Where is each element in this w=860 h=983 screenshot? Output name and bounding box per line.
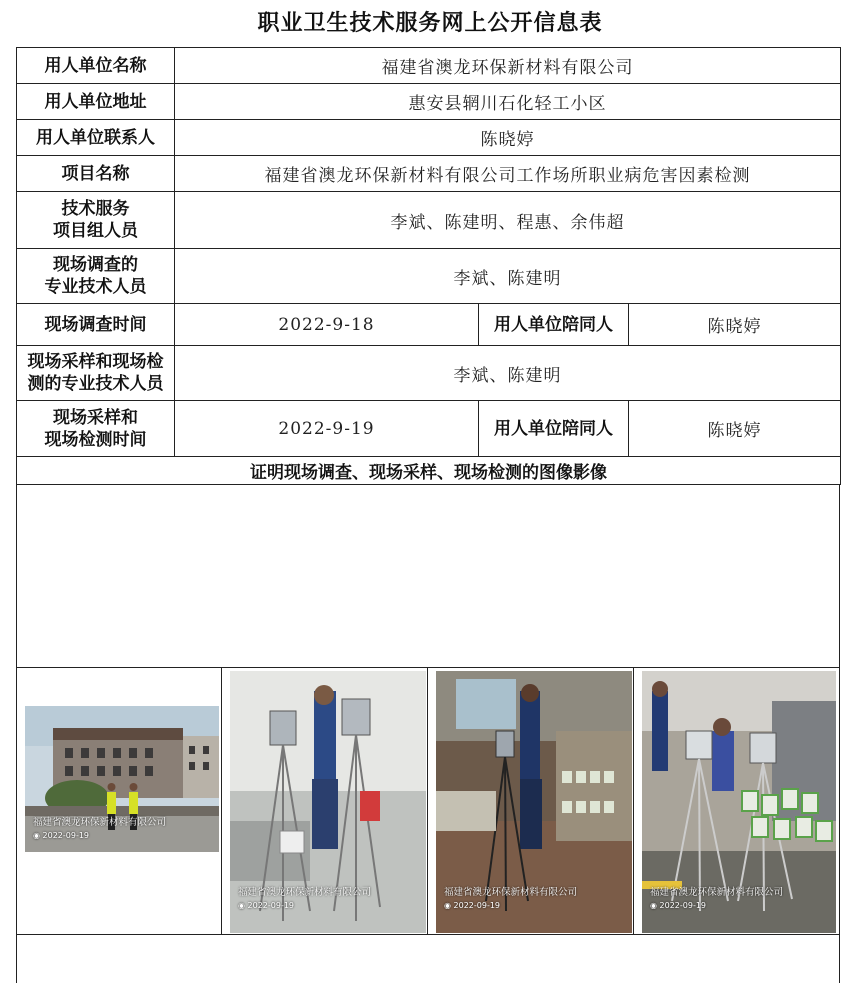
sampling-escort-value: 陈晓婷 xyxy=(629,401,841,457)
sampling-escort-label: 用人单位陪同人 xyxy=(479,401,629,457)
row-project xyxy=(17,156,841,192)
sampling-staff-label-line2: 测的专业技术人员 xyxy=(27,374,164,394)
images-caption: 证明现场调查、现场采样、现场检测的图像影像 xyxy=(17,457,841,485)
row-survey-staff xyxy=(17,249,841,304)
survey-time-label: 现场调查时间 xyxy=(17,304,175,346)
sampling-staff-label xyxy=(17,346,175,401)
row-survey-time xyxy=(17,304,841,346)
photo-2-caption: 福建省澳龙环保新材料有限公司 xyxy=(238,887,372,898)
row-sampling-staff xyxy=(17,346,841,401)
photo-sampling-indoor-1 xyxy=(230,671,426,933)
team-label-line1: 技术服务 xyxy=(61,199,130,219)
row-contact xyxy=(17,120,841,156)
unit-address-value: 惠安县辋川石化轻工小区 xyxy=(175,84,841,120)
photo-4-caption: 福建省澳龙环保新材料有限公司 xyxy=(650,887,784,898)
row-unit-name xyxy=(17,48,841,84)
photo-sampling-indoor-2 xyxy=(436,671,632,933)
project-label: 项目名称 xyxy=(17,156,175,192)
sampling-time-label-line2: 现场检测时间 xyxy=(44,429,147,450)
photo-1-caption: 福建省澳龙环保新材料有限公司 xyxy=(33,817,167,828)
photo-4-watermark xyxy=(650,886,783,912)
photo-2-date: ◉ 2022-09-19 xyxy=(238,901,295,910)
sampling-time-value: 2022-9-19 xyxy=(175,401,479,457)
info-table xyxy=(16,47,841,485)
row-sampling-time xyxy=(17,401,841,457)
photo-3-date-text: 2022-09-19 xyxy=(453,901,501,910)
unit-name-value: 福建省澳龙环保新材料有限公司 xyxy=(175,48,841,84)
survey-staff-value: 李斌、陈建明 xyxy=(175,249,841,304)
photo-1-watermark xyxy=(33,816,166,842)
photo-1-date-text: 2022-09-19 xyxy=(42,831,90,840)
blank-image-area xyxy=(16,485,840,667)
contact-value: 陈晓婷 xyxy=(175,120,841,156)
team-label-line2: 项目组人员 xyxy=(53,221,138,241)
contact-label: 用人单位联系人 xyxy=(17,120,175,156)
team-value: 李斌、陈建明、程惠、余伟超 xyxy=(175,192,841,249)
survey-staff-label-line2: 专业技术人员 xyxy=(44,277,147,297)
photo-cell-1 xyxy=(16,668,222,934)
sampling-staff-label-line1: 现场采样和现场检 xyxy=(27,352,164,372)
sampling-time-label-line1: 现场采样和 xyxy=(53,407,138,428)
photo-4-date: ◉ 2022-09-19 xyxy=(650,901,707,910)
survey-escort-label: 用人单位陪同人 xyxy=(479,304,629,346)
team-label xyxy=(17,192,175,249)
survey-escort-value: 陈晓婷 xyxy=(629,304,841,346)
row-team xyxy=(17,192,841,249)
bottom-blank-area xyxy=(16,935,840,983)
survey-time-value: 2022-9-18 xyxy=(175,304,479,346)
unit-address-label: 用人单位地址 xyxy=(17,84,175,120)
sampling-staff-value: 李斌、陈建明 xyxy=(175,346,841,401)
photo-cell-2 xyxy=(222,668,428,934)
photo-cell-3 xyxy=(428,668,634,934)
photo-strip xyxy=(16,667,840,935)
photo-factory-exterior xyxy=(25,706,219,852)
photo-3-caption: 福建省澳龙环保新材料有限公司 xyxy=(444,887,578,898)
survey-staff-label-line1: 现场调查的 xyxy=(53,255,138,275)
project-value: 福建省澳龙环保新材料有限公司工作场所职业病危害因素检测 xyxy=(175,156,841,192)
row-unit-address xyxy=(17,84,841,120)
photo-4-date-text: 2022-09-19 xyxy=(659,901,707,910)
photo-1-date: ◉ 2022-09-19 xyxy=(33,831,90,840)
unit-name-label: 用人单位名称 xyxy=(17,48,175,84)
survey-staff-label xyxy=(17,249,175,304)
photo-sampling-workshop xyxy=(642,671,836,933)
sampling-time-label xyxy=(17,401,175,457)
photo-3-date: ◉ 2022-09-19 xyxy=(444,901,501,910)
photo-2-date-text: 2022-09-19 xyxy=(247,901,295,910)
row-images-caption xyxy=(17,457,841,485)
photo-cell-4 xyxy=(634,668,840,934)
photo-3-watermark xyxy=(444,886,577,912)
page-title: 职业卫生技术服务网上公开信息表 xyxy=(257,11,603,36)
photo-2-watermark xyxy=(238,886,371,912)
